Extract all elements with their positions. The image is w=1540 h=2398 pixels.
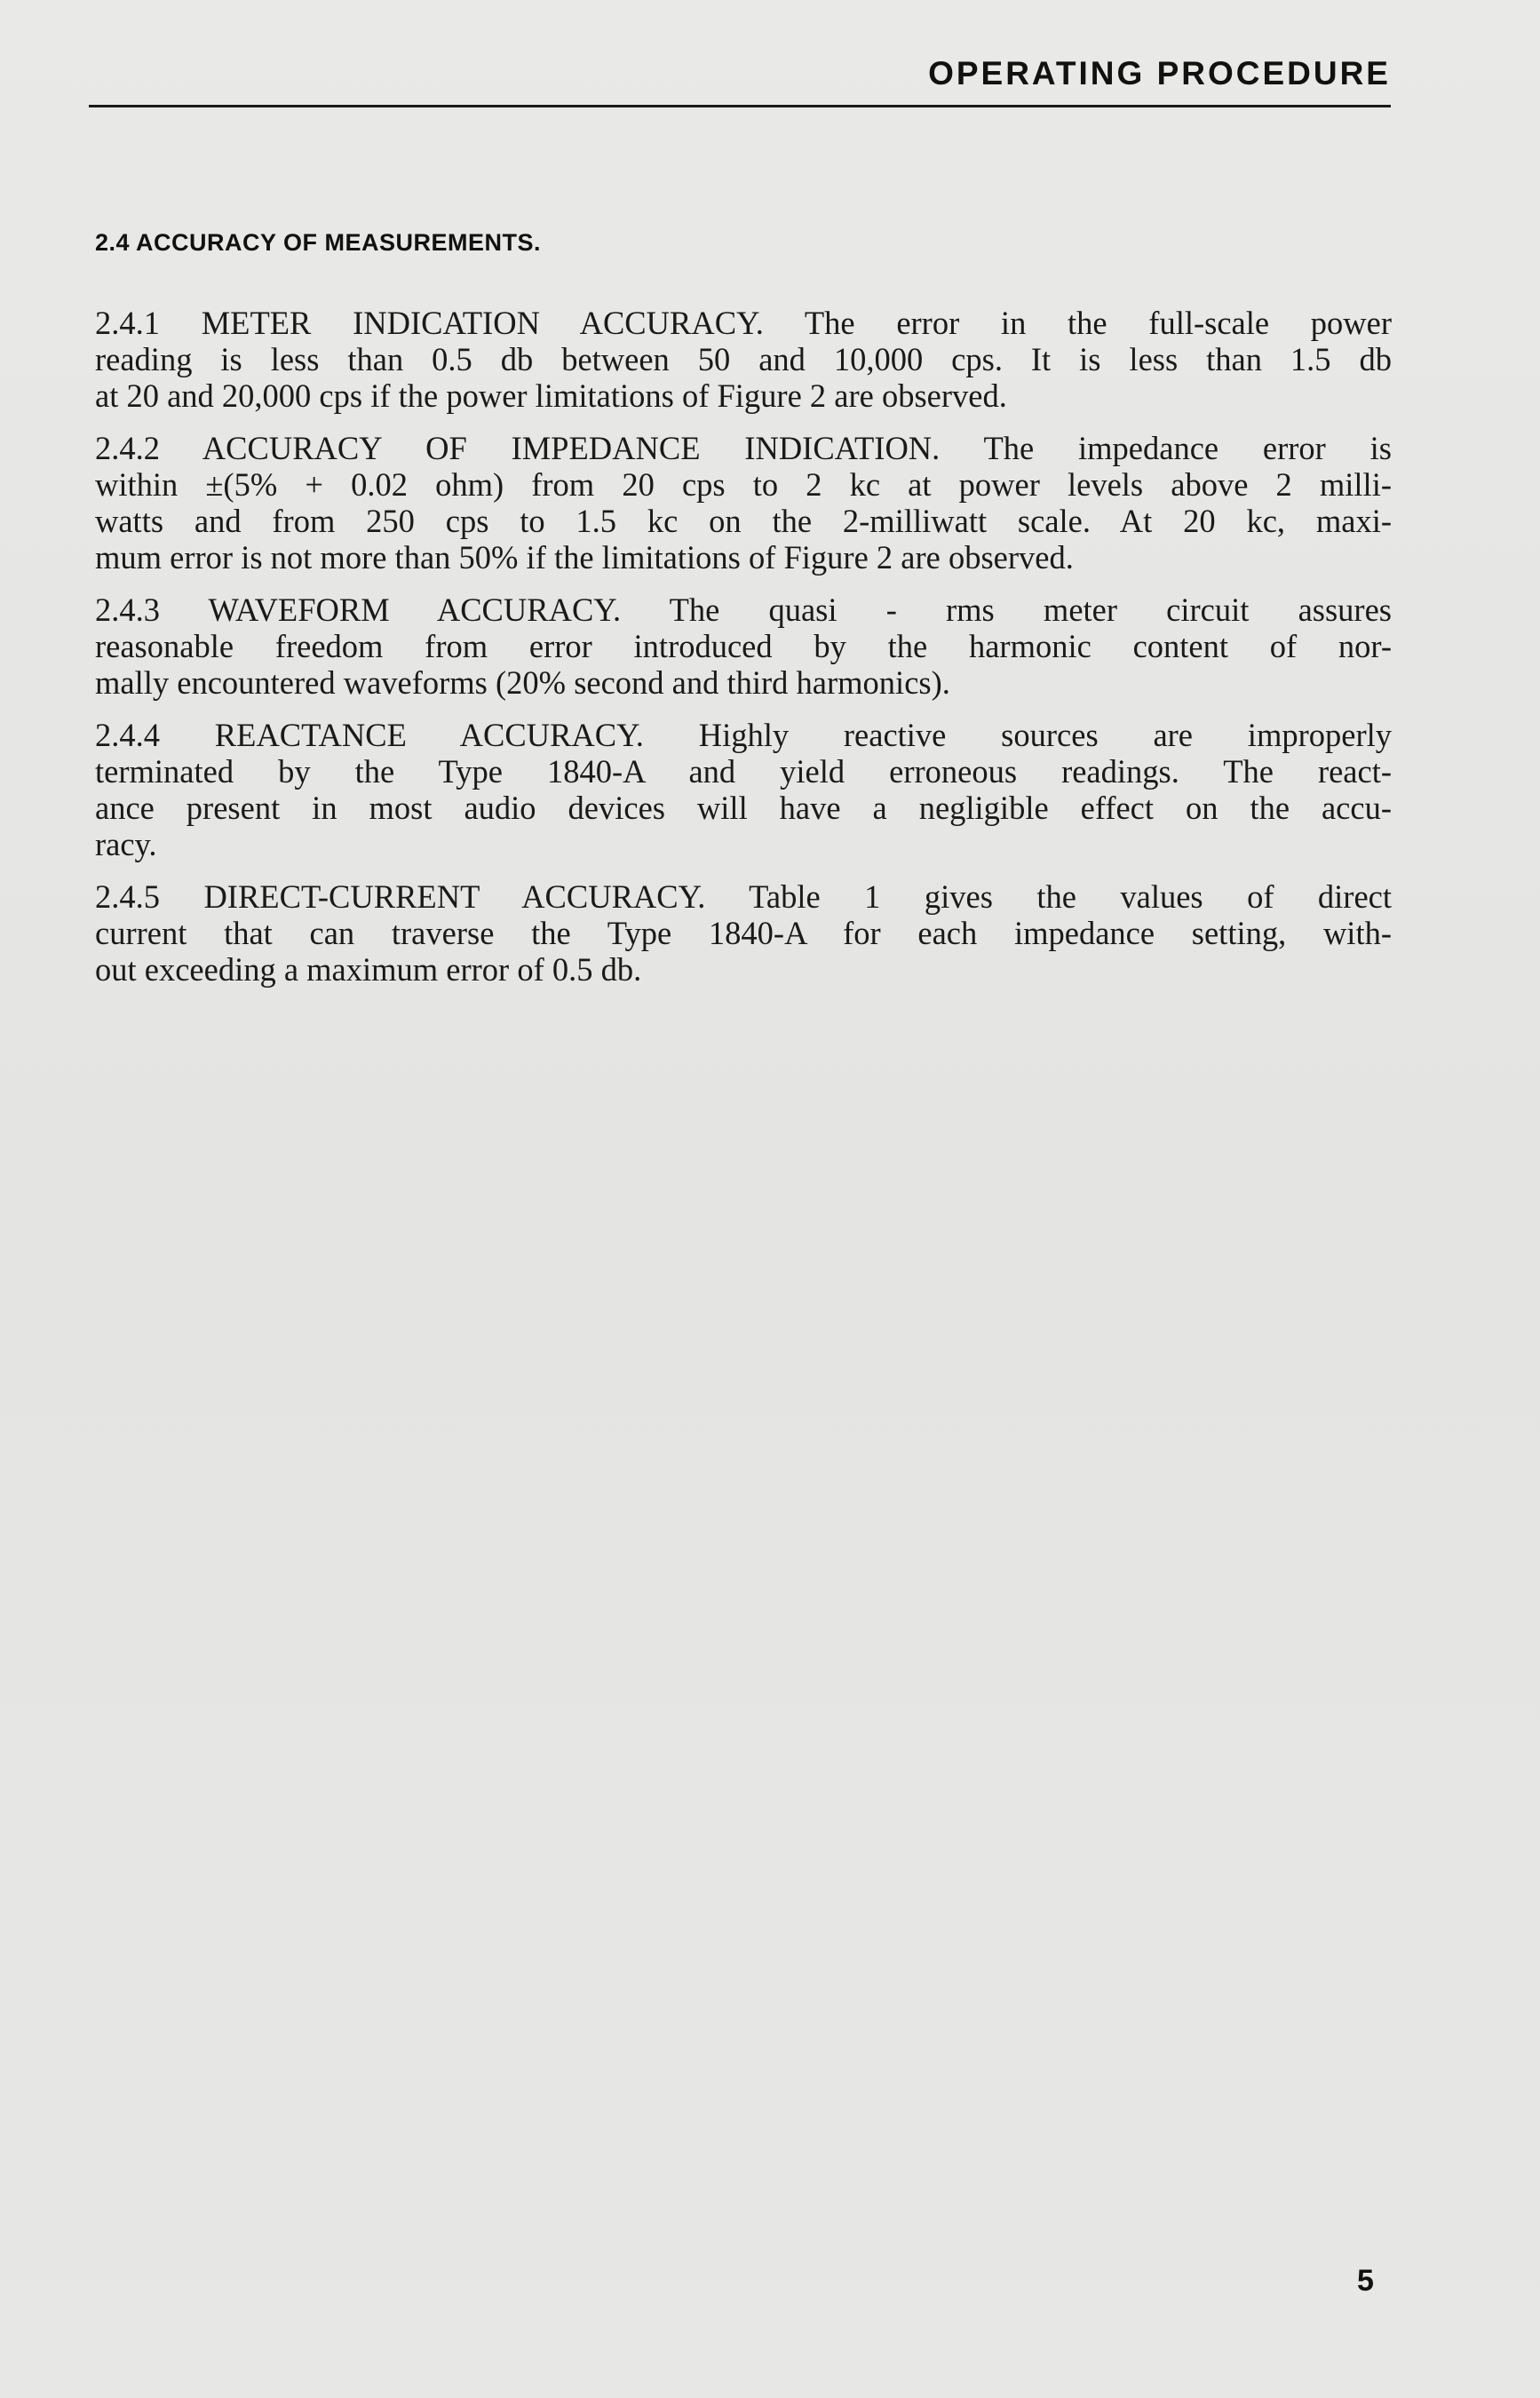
paragraph-impedance-indication-accuracy [95, 430, 1392, 576]
text-line: at 20 and 20,000 cps if the power limitations of Figure 2 are observed. [95, 377, 1007, 414]
text-line: racy. [95, 826, 157, 862]
text-line: reading is less than 0.5 db between 50 and 10,000 cps. It is less than 1.5 db [95, 341, 1392, 377]
running-head: OPERATING PROCEDURE [928, 55, 1391, 91]
text-line: within ±(5% + 0.02 ohm) from 20 cps to 2 kc at power levels above 2 milli- [95, 466, 1392, 503]
section-heading: 2.4 ACCURACY OF MEASUREMENTS. [95, 229, 542, 256]
paragraph-direct-current-accuracy [95, 878, 1392, 988]
page-number: 5 [1357, 2264, 1374, 2298]
text-line: 2.4.3 WAVEFORM ACCURACY. The quasi - rms meter circuit assures [95, 592, 1392, 628]
paragraph-meter-indication-accuracy [95, 305, 1392, 414]
text-line: out exceeding a maximum error of 0.5 db. [95, 951, 642, 988]
header-rule [89, 105, 1391, 107]
text-line: watts and from 250 cps to 1.5 kc on the 2-milliwatt scale. At 20 kc, maxi- [95, 503, 1392, 539]
text-line: ance present in most audio devices will have a negligible effect on the accu- [95, 790, 1392, 826]
body-text [95, 305, 1392, 1004]
text-line: 2.4.4 REACTANCE ACCURACY. Highly reactive sources are improperly [95, 717, 1392, 753]
text-line: 2.4.1 METER INDICATION ACCURACY. The error in the full-scale power [95, 305, 1392, 341]
text-line: mally encountered waveforms (20% second and third harmonics). [95, 664, 950, 701]
text-line: mum error is not more than 50% if the limitations of Figure 2 are observed. [95, 539, 1074, 576]
text-line: current that can traverse the Type 1840-A for each impedance setting, with- [95, 915, 1392, 951]
text-line: terminated by the Type 1840-A and yield erroneous readings. The react- [95, 753, 1392, 790]
text-line: 2.4.2 ACCURACY OF IMPEDANCE INDICATION. The impedance error is [95, 430, 1392, 466]
text-line: reasonable freedom from error introduced by the harmonic content of nor- [95, 628, 1392, 664]
paragraph-waveform-accuracy [95, 592, 1392, 701]
paragraph-reactance-accuracy [95, 717, 1392, 862]
text-line: 2.4.5 DIRECT-CURRENT ACCURACY. Table 1 gives the values of direct [95, 878, 1392, 915]
